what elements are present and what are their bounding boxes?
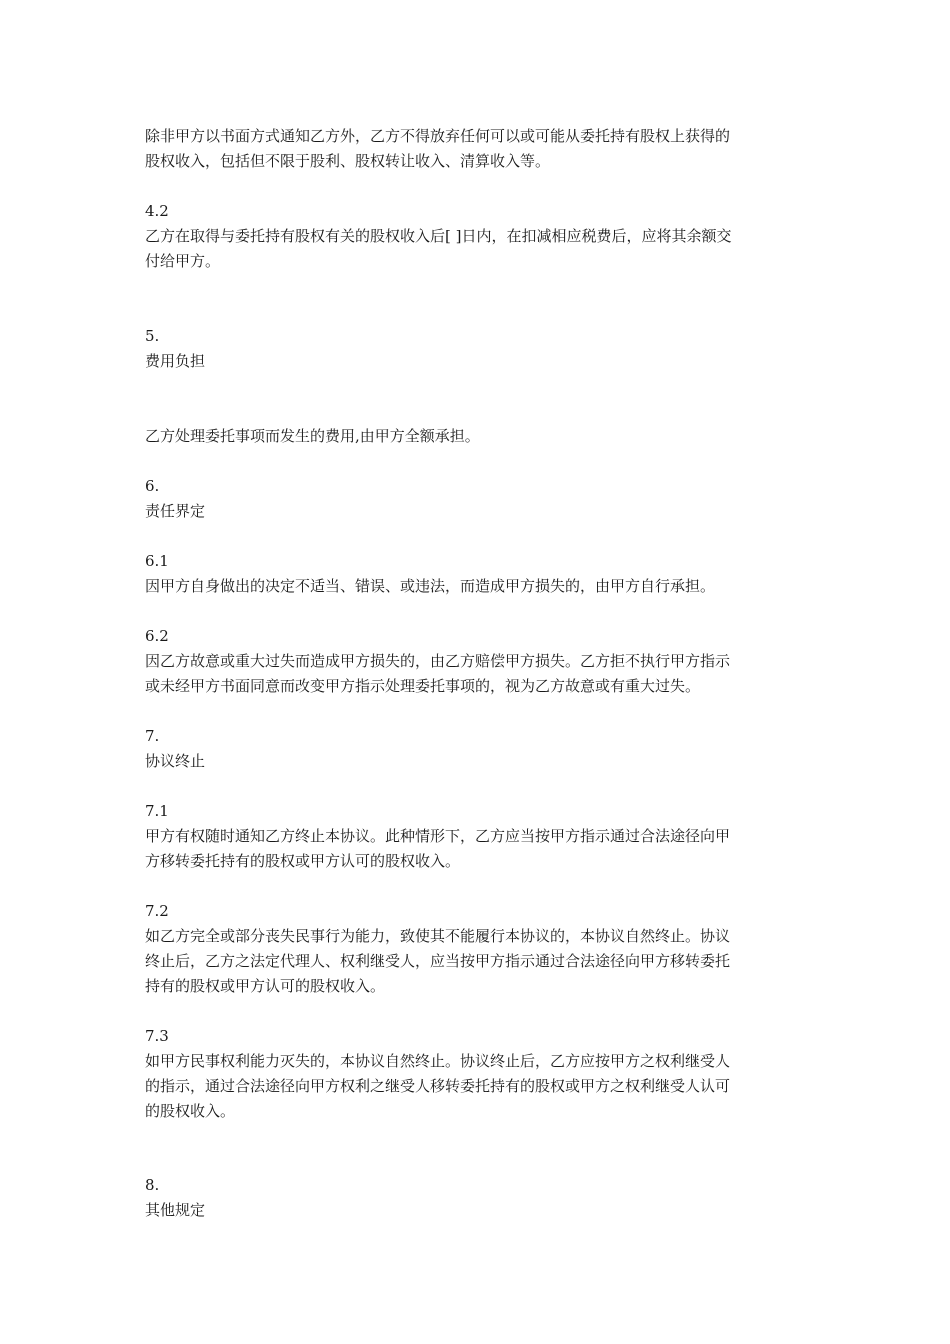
paragraph-line: 或未经甲方书面同意而改变甲方指示处理委托事项的，视为乙方故意或有重大过失。 (145, 677, 701, 695)
paragraph-line: 因甲方自身做出的决定不适当、错误、或违法，而造成甲方损失的，由甲方自行承担。 (145, 577, 716, 595)
paragraph-line: 如乙方完全或部分丧失民事行为能力，致使其不能履行本协议的，本协议自然终止。协议 (145, 927, 731, 945)
section-6-heading (145, 474, 810, 524)
paragraph-line: 股权收入，包括但不限于股利、股权转让收入、清算收入等。 (145, 152, 551, 170)
clause-number: 7.3 (145, 1027, 169, 1045)
clause-6-1 (145, 549, 810, 599)
section-number: 5. (145, 327, 160, 345)
paragraph-line: 甲方有权随时通知乙方终止本协议。此种情形下，乙方应当按甲方指示通过合法途径向甲 (145, 827, 731, 845)
section-7-heading (145, 724, 810, 774)
paragraph-line: 付给甲方。 (145, 252, 221, 270)
paragraph-line: 方移转委托持有的股权或甲方认可的股权收入。 (145, 852, 461, 870)
paragraph-line: 因乙方故意或重大过失而造成甲方损失的，由乙方赔偿甲方损失。乙方拒不执行甲方指示 (145, 652, 731, 670)
clause-7-1 (145, 799, 810, 874)
paragraph-line: 乙方处理委托事项而发生的费用,由甲方全额承担。 (145, 427, 480, 445)
paragraph-line: 乙方在取得与委托持有股权有关的股权收入后[ ]日内，在扣减相应税费后，应将其余额交 (145, 227, 732, 245)
section-title: 协议终止 (145, 752, 206, 770)
section-5-heading (145, 324, 810, 374)
paragraph-line: 持有的股权或甲方认可的股权收入。 (145, 977, 386, 995)
section-number: 8. (145, 1176, 160, 1194)
clause-6-2 (145, 624, 810, 699)
paragraph-line: 终止后，乙方之法定代理人、权利继受人，应当按甲方指示通过合法途径向甲方移转委托 (145, 952, 731, 970)
section-number: 6. (145, 477, 160, 495)
paragraph-line: 除非甲方以书面方式通知乙方外，乙方不得放弃任何可以或可能从委托持有股权上获得的 (145, 127, 731, 145)
paragraph-income-waiver (145, 124, 810, 174)
section-title: 责任界定 (145, 502, 206, 520)
clause-4-2 (145, 199, 810, 274)
section-number: 7. (145, 727, 160, 745)
clause-number: 4.2 (145, 202, 169, 220)
clause-7-2 (145, 899, 810, 999)
section-8-heading (145, 1173, 810, 1223)
clause-number: 6.2 (145, 627, 169, 645)
clause-number: 7.1 (145, 802, 169, 820)
clause-number: 7.2 (145, 902, 169, 920)
section-title: 费用负担 (145, 352, 206, 370)
section-title: 其他规定 (145, 1201, 206, 1219)
clause-7-3 (145, 1024, 810, 1124)
clause-number: 6.1 (145, 552, 169, 570)
paragraph-line: 的股权收入。 (145, 1102, 236, 1120)
paragraph-costs (145, 424, 810, 449)
paragraph-line: 如甲方民事权利能力灭失的，本协议自然终止。协议终止后，乙方应按甲方之权利继受人 (145, 1052, 731, 1070)
paragraph-line: 的指示，通过合法途径向甲方权利之继受人移转委托持有的股权或甲方之权利继受人认可 (145, 1077, 731, 1095)
